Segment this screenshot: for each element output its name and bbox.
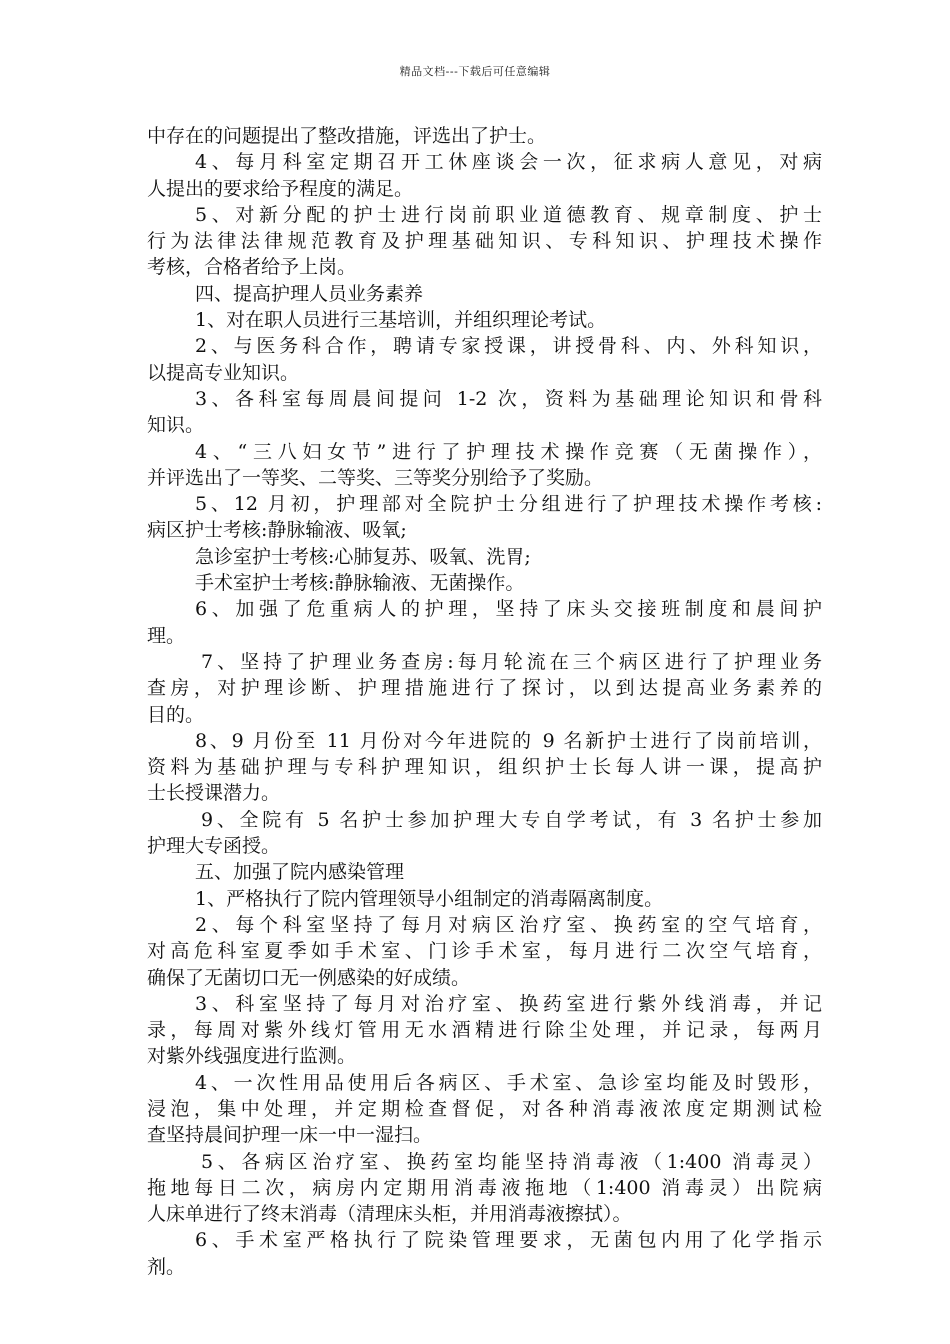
text-line: 理。 <box>147 624 186 647</box>
text-line: 4、一次性用品使用后各病区、手术室、急诊室均能及时毁形， <box>195 1071 822 1094</box>
text-line: 查房，对护理诊断、护理措施进行了探讨，以到达提高业务素养的 <box>147 677 822 700</box>
text-line: 考核，合格者给予上岗。 <box>147 256 357 279</box>
text-line: 6、手术室严格执行了院染管理要求，无菌包内用了化学指示 <box>195 1229 822 1252</box>
text-line: 对紫外线强度进行监测。 <box>147 1045 357 1068</box>
text-line: 病区护士考核:静脉输液、吸氧; <box>147 519 407 542</box>
text-line: 行为法律法律规范教育及护理基础知识、专科知识、护理技术操作 <box>147 230 822 253</box>
text-line: 并评选出了一等奖、二等奖、三等奖分别给予了奖励。 <box>147 466 604 489</box>
text-line: 8、9 月份至 11 月份对今年进院的 9 名新护士进行了岗前培训， <box>195 729 822 752</box>
text-line: 4、每月科室定期召开工休座谈会一次，征求病人意见，对病 <box>195 151 822 174</box>
text-line: 5、对新分配的护士进行岗前职业道德教育、规章制度、护士 <box>195 203 822 226</box>
text-line: 查坚持晨间护理一床一中一湿扫。 <box>147 1124 433 1147</box>
text-line: 中存在的问题提出了整改措施，评选出了护士。 <box>147 125 547 147</box>
text-line: 录，每周对紫外线灯管用无水酒精进行除尘处理，并记录，每两月 <box>147 1019 822 1042</box>
text-line: 浸泡，集中处理，并定期检查督促，对各种消毒液浓度定期测试检 <box>147 1097 822 1120</box>
text-line: 拖地每日二次，病房内定期用消毒液拖地（1:400 消毒灵）出院病 <box>147 1176 822 1199</box>
text-line: 剂。 <box>147 1255 186 1278</box>
text-line: 2、每个科室坚持了每月对病区治疗室、换药室的空气培育， <box>195 913 822 936</box>
text-line: 1、对在职人员进行三基培训，并组织理论考试。 <box>195 309 607 332</box>
text-line: 护理大专函授。 <box>147 835 281 858</box>
text-line: 9、全院有 5 名护士参加护理大专自学考试，有 3 名护士参加 <box>201 808 822 831</box>
text-line: 资料为基础护理与专科护理知识，组织护士长每人讲一课，提高护 <box>147 756 822 779</box>
page-header: 精品文档---下载后可任意编辑 <box>399 65 551 78</box>
text-line: 士长授课潜力。 <box>147 782 281 805</box>
text-line: 2、与医务科合作，聘请专家授课，讲授骨科、内、外科知识， <box>195 335 822 358</box>
text-line: 3、科室坚持了每月对治疗室、换药室进行紫外线消毒，并记 <box>195 992 822 1015</box>
text-line: 5、12 月初，护理部对全院护士分组进行了护理技术操作考核: <box>195 493 822 516</box>
text-line: 对高危科室夏季如手术室、门诊手术室，每月进行二次空气培育， <box>147 940 822 963</box>
text-line: 5、各病区治疗室、换药室均能坚持消毒液（1:400 消毒灵） <box>201 1150 822 1173</box>
text-line: 7、坚持了护理业务查房:每月轮流在三个病区进行了护理业务 <box>201 650 822 673</box>
text-line: 1、严格执行了院内管理领导小组制定的消毒隔离制度。 <box>195 887 664 910</box>
text-line: 6、加强了危重病人的护理，坚持了床头交接班制度和晨间护 <box>195 598 822 621</box>
document-body <box>147 123 822 1280</box>
text-line: 确保了无菌切口无一例感染的好成绩。 <box>147 966 471 989</box>
text-line: 人提出的要求给予程度的满足。 <box>147 177 414 200</box>
text-line: 4、“三八妇女节”进行了护理技术操作竞赛（无菌操作）， <box>195 440 822 463</box>
text-line: 以提高专业知识。 <box>147 361 300 384</box>
text-line: 手术室护士考核:静脉输液、无菌操作。 <box>195 572 525 595</box>
text-line: 人床单进行了终末消毒（清理床头柜，并用消毒液擦拭）。 <box>147 1203 632 1226</box>
text-line: 四、提高护理人员业务素养 <box>195 282 424 305</box>
text-line: 知识。 <box>147 414 205 437</box>
text-line: 目的。 <box>147 703 205 726</box>
text-line: 五、加强了院内感染管理 <box>195 861 405 884</box>
text-line: 3、各科室每周晨间提问 1-2 次，资料为基础理论知识和骨科 <box>195 387 822 410</box>
text-line: 急诊室护士考核:心肺复苏、吸氧、洗胃; <box>195 545 531 568</box>
